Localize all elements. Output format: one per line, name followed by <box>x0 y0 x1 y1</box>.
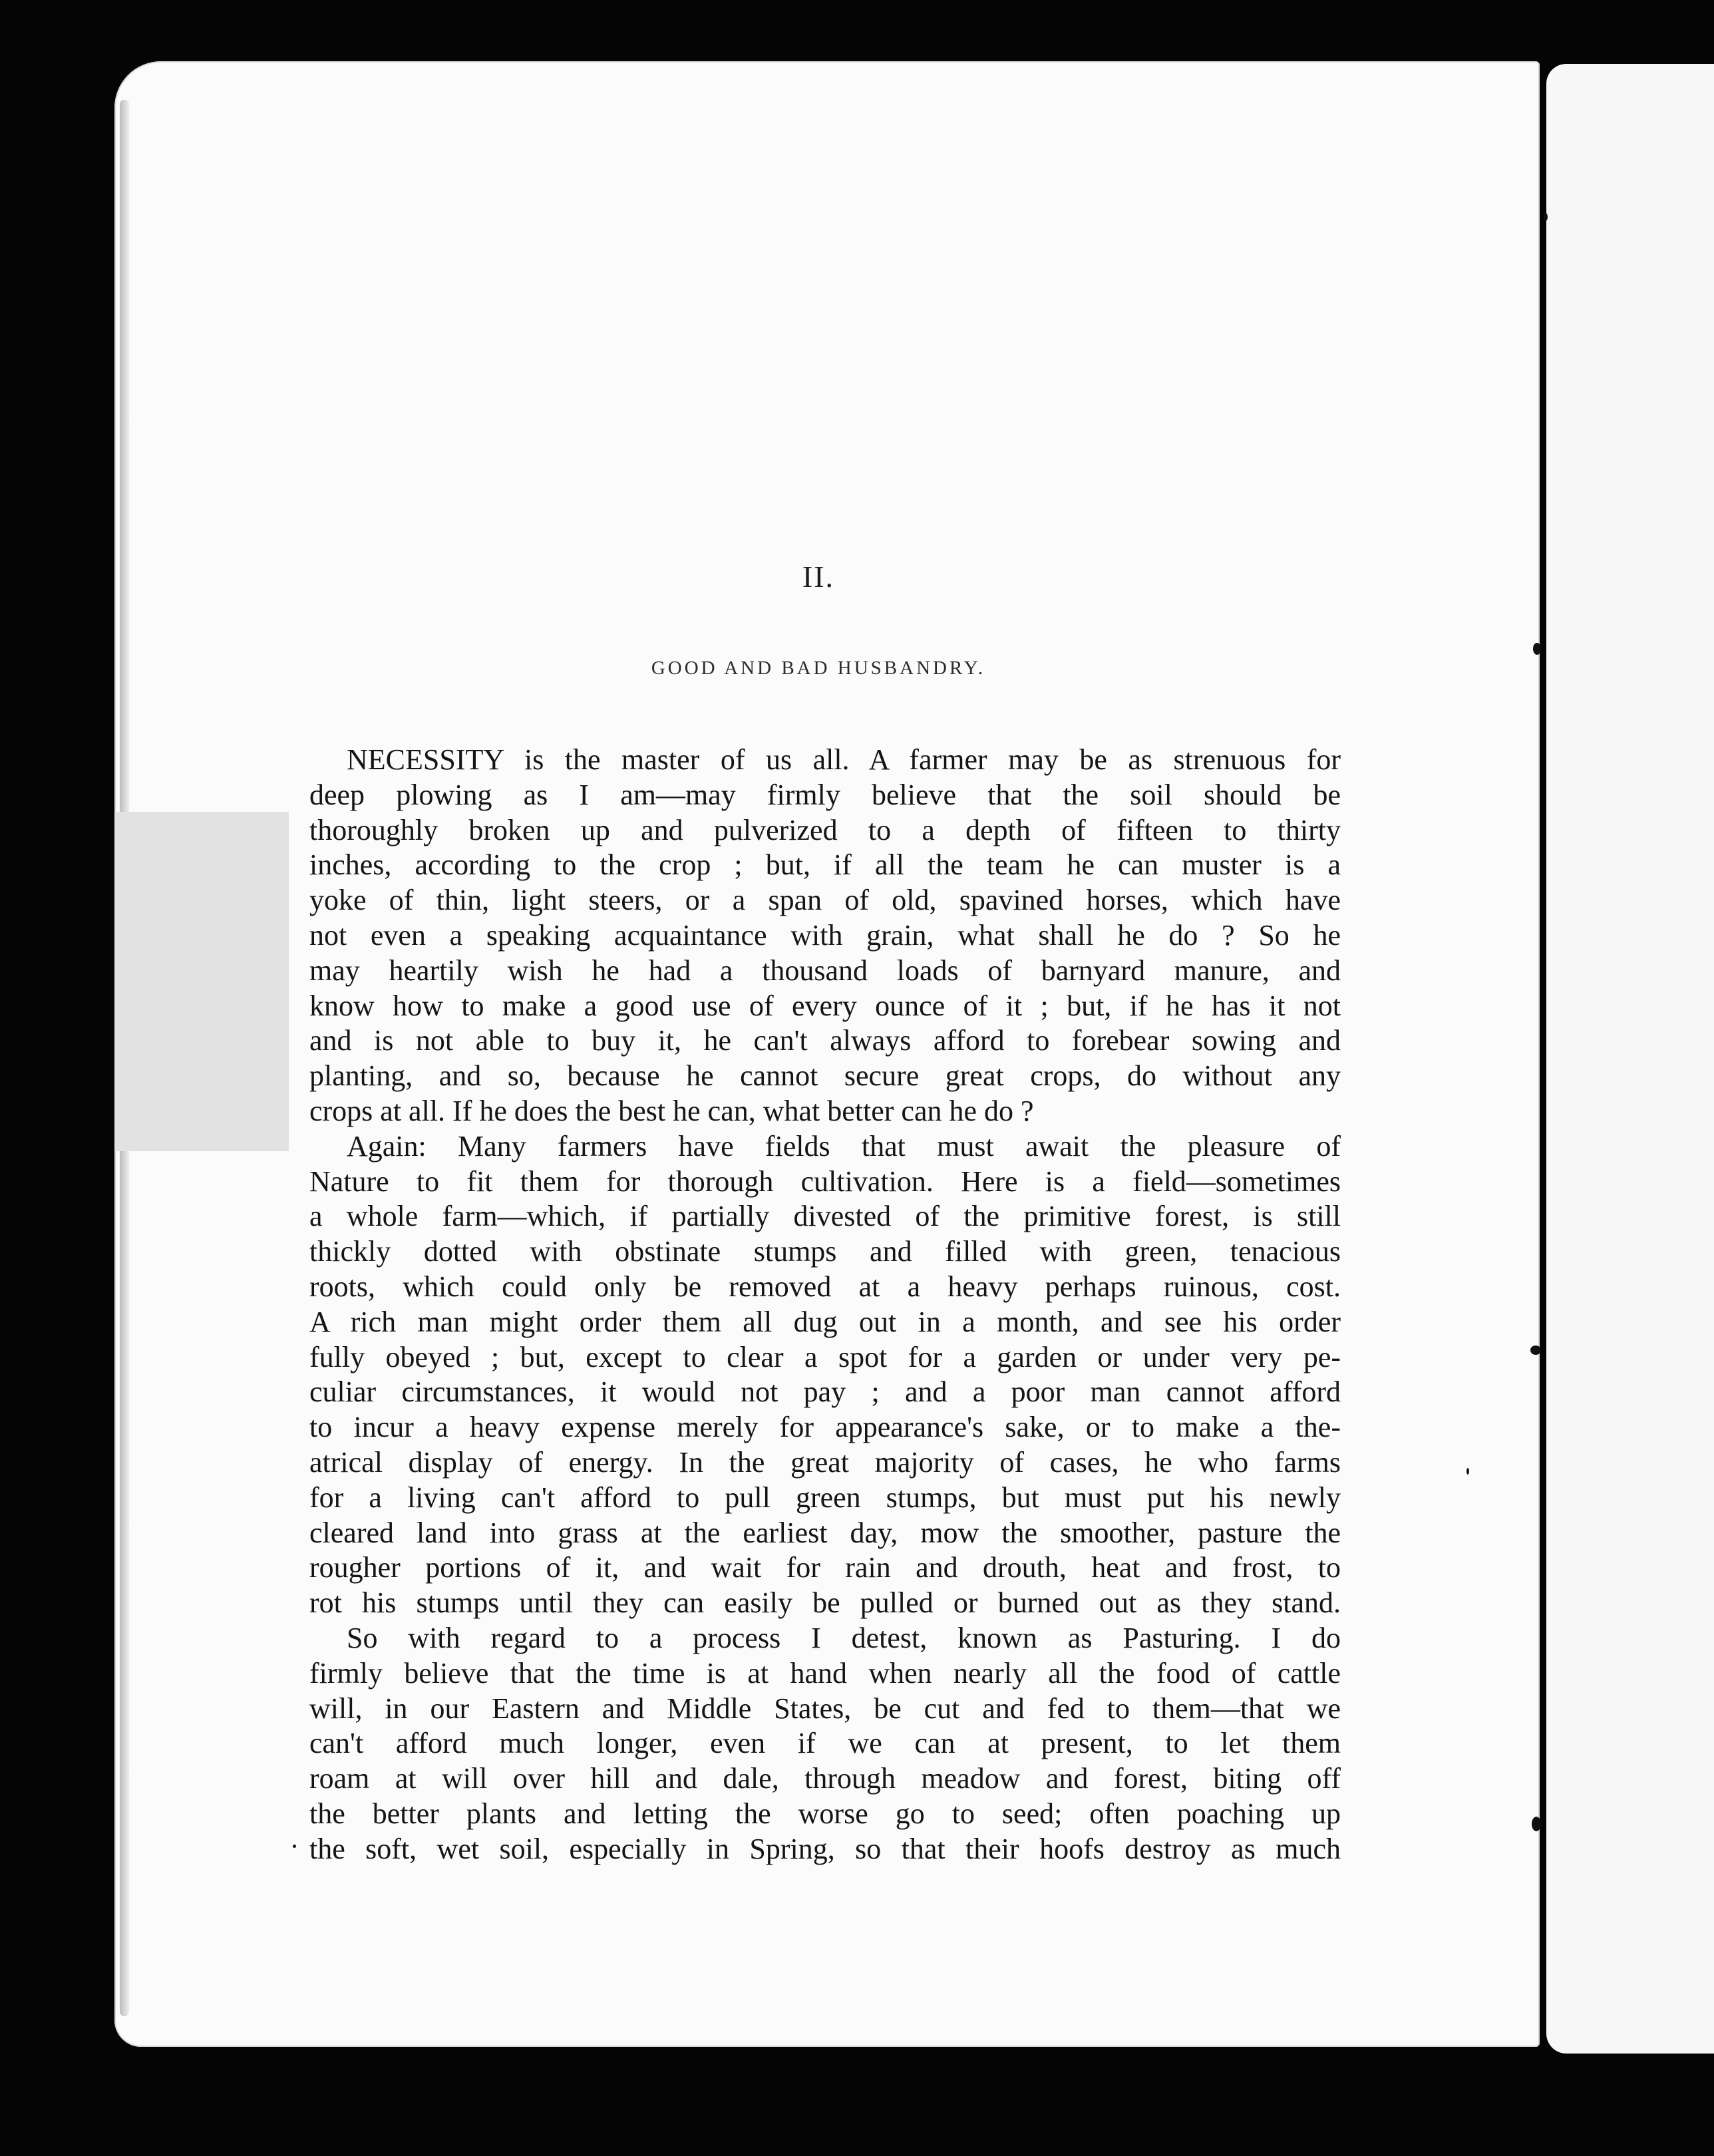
chapter-title: GOOD AND BAD HUSBANDRY. <box>651 657 986 679</box>
text-line: rougher portions of it, and wait for rain and drouth, heat and frost, to <box>309 1551 1341 1584</box>
text-line: rot his stumps until they can easily be pulled or burned out as they stand. <box>309 1586 1341 1620</box>
text-line: atrical display of energy. In the great majority of cases, he who farms <box>309 1445 1341 1479</box>
text-line: may heartily wish he had a thousand loads of barnyard manure, and <box>309 954 1341 987</box>
text-line: will, in our Eastern and Middle States, be cut and fed to them—that we <box>309 1692 1341 1725</box>
text-line: for a living can't afford to pull green stumps, but must put his newly <box>309 1481 1341 1514</box>
text-line: roam at will over hill and dale, through meadow and forest, biting off <box>309 1762 1341 1795</box>
text-line: So with regard to a process I detest, known as Pasturing. I do <box>347 1621 1341 1654</box>
text-line: fully obeyed ; but, except to clear a spot for a garden or under very pe- <box>309 1340 1341 1373</box>
text-line: firmly believe that the time is at hand when nearly all the food of cattle <box>309 1656 1341 1690</box>
facing-page-edge <box>1546 64 1714 2054</box>
dust-speck <box>293 1845 296 1848</box>
text-line: the better plants and letting the worse go to seed; often poaching up <box>309 1797 1341 1830</box>
dust-speck <box>1544 213 1548 221</box>
dust-speck <box>1533 643 1541 655</box>
text-line: yoke of thin, light steers, or a span of old, spavined horses, which have <box>309 884 1341 917</box>
text-line: inches, according to the crop ; but, if all the team he can muster is a <box>309 848 1341 882</box>
text-line: a whole farm—which, if partially divested of the primitive forest, is still <box>309 1200 1341 1233</box>
text-line: can't afford much longer, even if we can at present, to let them <box>309 1727 1341 1760</box>
dust-speck <box>1530 1346 1541 1355</box>
text-line: A rich man might order them all dug out in a month, and see his order <box>309 1305 1341 1338</box>
scan-shadow-band <box>114 812 289 1151</box>
dust-speck <box>1466 1468 1469 1475</box>
text-line: planting, and so, because he cannot secure great crops, do without any <box>309 1059 1341 1093</box>
text-line: thoroughly broken up and pulverized to a depth of fifteen to thirty <box>309 813 1341 846</box>
text-line: roots, which could only be removed at a heavy perhaps ruinous, cost. <box>309 1270 1341 1303</box>
text-line: NECESSITY is the master of us all. A farmer may be as strenuous for <box>347 743 1341 776</box>
text-line: not even a speaking acquaintance with grain, what shall he do ? So he <box>309 918 1341 952</box>
dust-speck <box>1532 1817 1541 1831</box>
text-line: deep plowing as I am—may firmly believe that the soil should be <box>309 778 1341 811</box>
text-line: the soft, wet soil, especially in Spring, so that their hoofs destroy as much <box>309 1832 1341 1865</box>
text-line: and is not able to buy it, he can't always afford to forebear sowing and <box>309 1024 1341 1057</box>
text-line: crops at all. If he does the best he can, what better can he do ? <box>309 1094 1034 1127</box>
text-line: to incur a heavy expense merely for appearance's sake, or to make a the- <box>309 1411 1341 1444</box>
text-line: thickly dotted with obstinate stumps and filled with green, tenacious <box>309 1235 1341 1268</box>
text-line: know how to make a good use of every ounce of it ; but, if he has it not <box>309 989 1341 1022</box>
text-line: cleared land into grass at the earliest day, mow the smoother, pasture the <box>309 1516 1341 1549</box>
body-text <box>309 743 1341 1867</box>
chapter-number: II. <box>802 560 835 594</box>
text-line: Again: Many farmers have fields that must await the pleasure of <box>347 1129 1341 1163</box>
text-line: Nature to fit them for thorough cultivation. Here is a field—sometimes <box>309 1165 1341 1198</box>
text-line: culiar circumstances, it would not pay ; and a poor man cannot afford <box>309 1375 1341 1409</box>
